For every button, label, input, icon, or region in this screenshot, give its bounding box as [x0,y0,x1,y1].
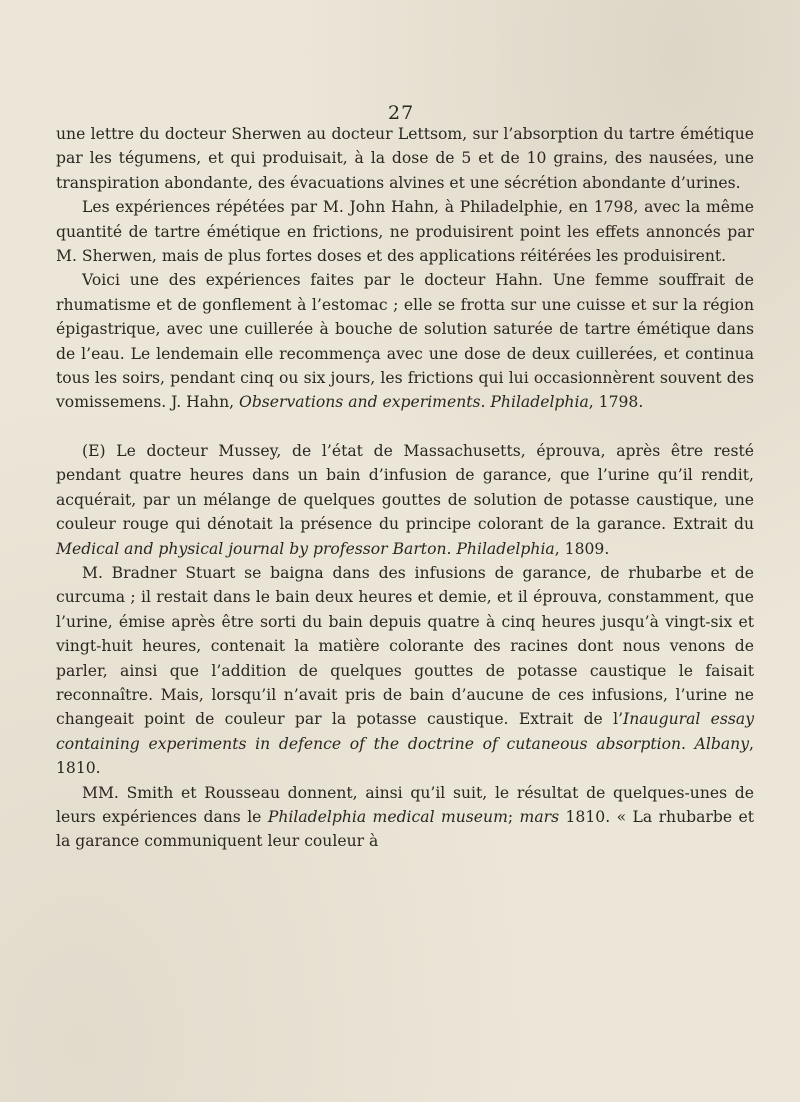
italic-citation-text: Observations and experiments. Philadelphia [239,393,589,412]
paragraph-text: Voici une des expériences faites par le docteur Hahn. Une femme souffrait de rhumatisme et de gonflement à l’estomac ; elle se frotta sur une cuisse et sur la région épigastrique, avec une cuillerée à bouche de solution saturée de tartre émétique dans de l’eau. Le lendemain elle recommença avec une dose de deux cuillerées, et continua tous les soirs, pendant cinq ou six jours, les frictions qui lui occasionnèrent souvent des vomissemens. J. Hahn, [56,271,754,412]
paragraph-smith-rousseau [56,781,754,854]
paragraph-text: 1810. « La rhubarbe et la garance communiquent leur couleur à [56,807,754,851]
paragraph-stuart-experiment [56,561,754,781]
paragraph-text: une lettre du docteur Sherwen au docteur Lettsom, sur l’absorption du tartre émétique par les tégumens, et qui produisait, à la dose de 5 et de 10 grains, des nausées, une transpiration abondante, des évacuations alvines et une sécrétion abondante d’urines. [56,125,754,192]
page-number: 27 [388,102,415,124]
paragraph-text: , 1810. [56,734,754,778]
italic-citation-text: mars [519,807,560,826]
paragraph-hahn-experiments [56,195,754,268]
italic-citation-text: Philadelphia medical museum [267,807,508,826]
paragraph-text: , 1809. [554,539,610,558]
paragraph-text: (E) Le docteur Mussey, de l’état de Massachusetts, éprouva, après être resté pendant quatre heures dans un bain d’infusion de garance, que l’urine qu’il rendit, acquérait, par un mélange de quelques gouttes de solution de potasse caustique, une couleur rouge qui dénotait la présence du principe colorant de la garance. Extrait du [56,441,754,534]
italic-citation-text: Medical and physical journal by professor Barton. Philadelphia [56,539,555,558]
paragraph-text: , 1798. [588,393,644,412]
italic-citation-text: Inaugural essay containing experiments in defence of the doctrine of cutaneous absorption. Albany [56,710,755,753]
paragraph-text: M. Bradner Stuart se baigna dans des infusions de garance, de rhubarbe et de curcuma ; il restait dans le bain deux heures et demie, et il éprouva, constamment, que l’urine, émise après être sorti du bain depuis quatre à cinq heures jusqu’à vingt-six et vingt-huit heures, contenait la matière colorante des racines dont nous venons de parler, ainsi que l’addition de quelques gouttes de potasse caustique le faisait reconnaître. Mais, lorsqu’il n’avait pris de bain d’aucune de ces infusions, l’urine ne changeait point de couleur par la potasse caustique. Extrait de l’ [56,563,754,729]
paragraph-sherwen-letter [56,122,754,195]
paragraph-text: Les expériences répétées par M. John Hahn, à Philadelphie, en 1798, avec la même quantité de tartre émétique en frictions, ne produisirent point les effets annoncés par M. Sherwen, mais de plus fortes doses et des applications réitérées les produisirent. [56,198,754,266]
paragraph-hahn-case [56,268,754,414]
paragraph-text: MM. Smith et Rousseau donnent, ainsi qu’il suit, le résultat de quelques-unes de leurs expériences dans le [56,783,754,826]
paragraph-mussey-note [56,439,754,561]
paragraph-text: ; [507,807,520,826]
page-body [56,122,754,854]
